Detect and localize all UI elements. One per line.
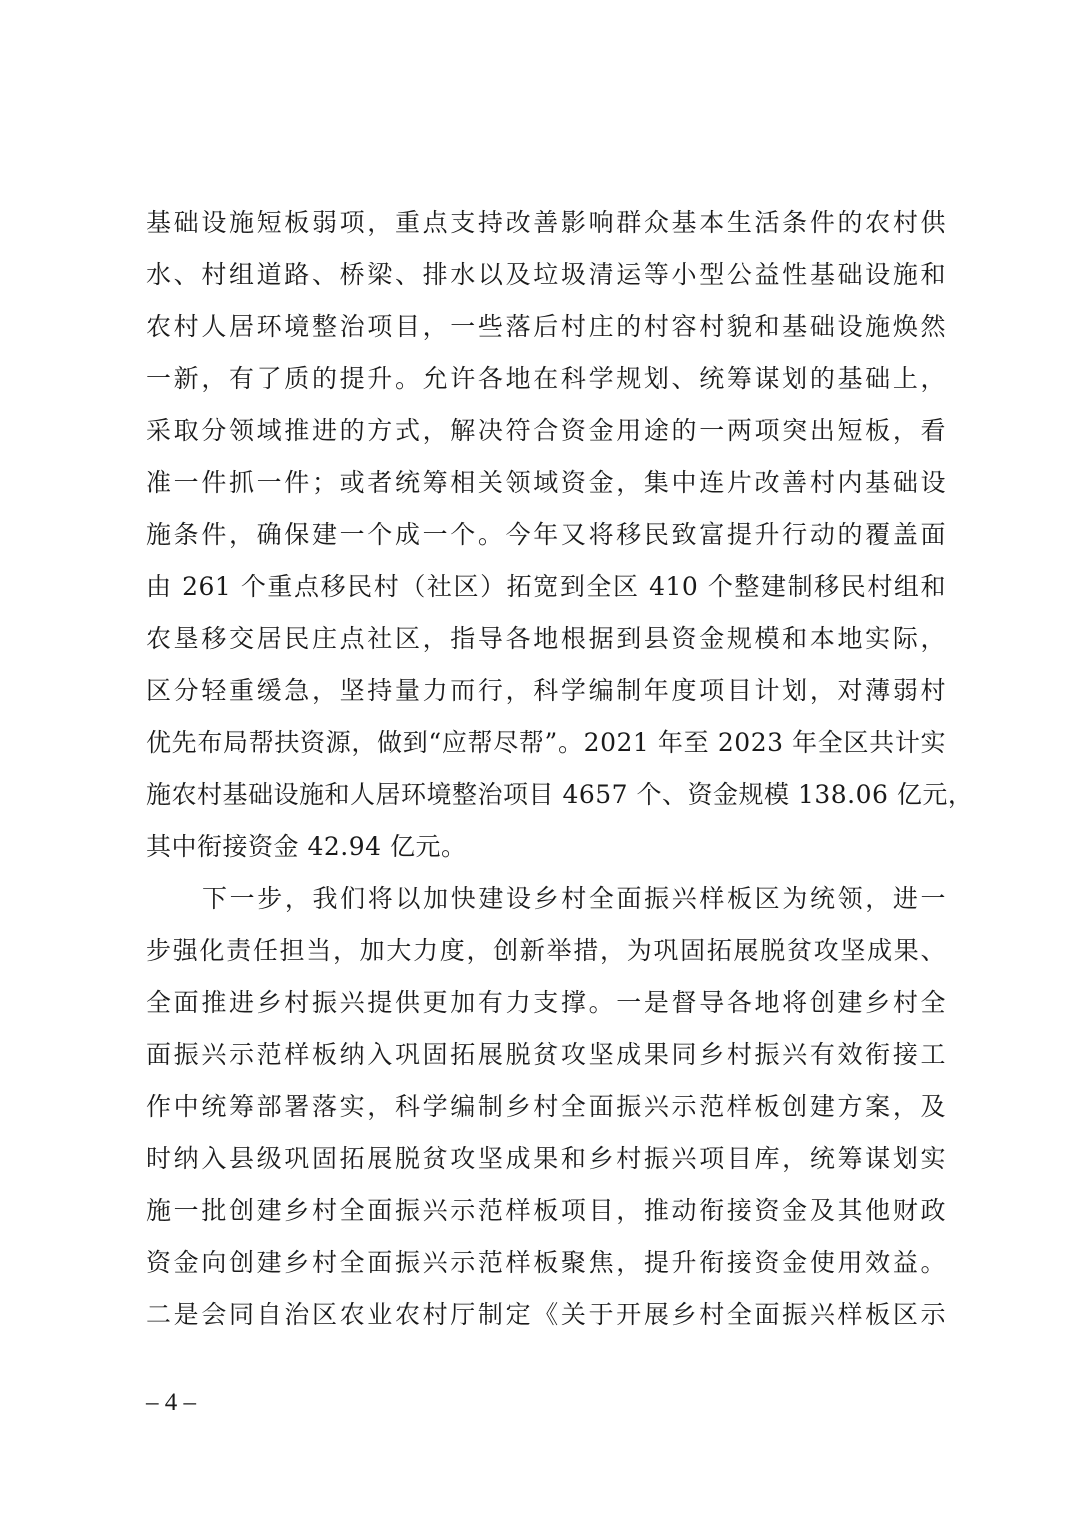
paragraph-1-line-7: 施条件，确保建一个成一个。今年又将移民致富提升行动的覆盖面 [146,520,946,549]
paragraph-1-line-2: 水、村组道路、桥梁、排水以及垃圾清运等小型公益性基础设施和 [146,260,946,289]
paragraph-2-line-2: 步强化责任担当，加大力度，创新举措，为巩固拓展脱贫攻坚成果、 [146,936,946,965]
paragraph-1-line-11: 优先布局帮扶资源，做到“应帮尽帮”。2021 年至 2023 年全区共计实 [146,728,946,757]
paragraph-2-line-9: 二是会同自治区农业农村厅制定《关于开展乡村全面振兴样板区示 [146,1300,946,1329]
paragraph-2-line-7: 施一批创建乡村全面振兴示范样板项目，推动衔接资金及其他财政 [146,1196,946,1225]
paragraph-1-line-9: 农垦移交居民庄点社区，指导各地根据到县资金规模和本地实际， [146,624,946,653]
body-text [146,197,974,1341]
paragraph-2-line-6: 时纳入县级巩固拓展脱贫攻坚成果和乡村振兴项目库，统筹谋划实 [146,1144,946,1173]
paragraph-2-line-1: 下一步，我们将以加快建设乡村全面振兴样板区为统领，进一 [202,884,946,913]
paragraph-1-line-6: 准一件抓一件；或者统筹相关领域资金，集中连片改善村内基础设 [146,468,946,497]
paragraph-1-line-12: 施农村基础设施和人居环境整治项目 4657 个、资金规模 138.06 亿元， [146,780,974,809]
paragraph-1-line-4: 一新，有了质的提升。允许各地在科学规划、统筹谋划的基础上， [146,364,946,393]
paragraph-1-line-5: 采取分领域推进的方式，解决符合资金用途的一两项突出短板，看 [146,416,946,445]
paragraph-2-line-4: 面振兴示范样板纳入巩固拓展脱贫攻坚成果同乡村振兴有效衔接工 [146,1040,946,1069]
paragraph-2-line-8: 资金向创建乡村全面振兴示范样板聚焦，提升衔接资金使用效益。 [146,1248,946,1277]
paragraph-1-line-13: 其中衔接资金 42.94 亿元。 [146,832,467,861]
paragraph-1-line-3: 农村人居环境整治项目，一些落后村庄的村容村貌和基础设施焕然 [146,312,946,341]
paragraph-2-line-5: 作中统筹部署落实，科学编制乡村全面振兴示范样板创建方案，及 [146,1092,946,1121]
paragraph-1-line-1: 基础设施短板弱项，重点支持改善影响群众基本生活条件的农村供 [146,208,946,237]
paragraph-2-line-3: 全面推进乡村振兴提供更加有力支撑。一是督导各地将创建乡村全 [146,988,946,1017]
paragraph-1-line-10: 区分轻重缓急，坚持量力而行，科学编制年度项目计划，对薄弱村 [146,676,946,705]
page-number: – 4 – [146,1389,196,1416]
paragraph-1-line-8: 由 261 个重点移民村（社区）拓宽到全区 410 个整建制移民村组和 [146,572,946,601]
